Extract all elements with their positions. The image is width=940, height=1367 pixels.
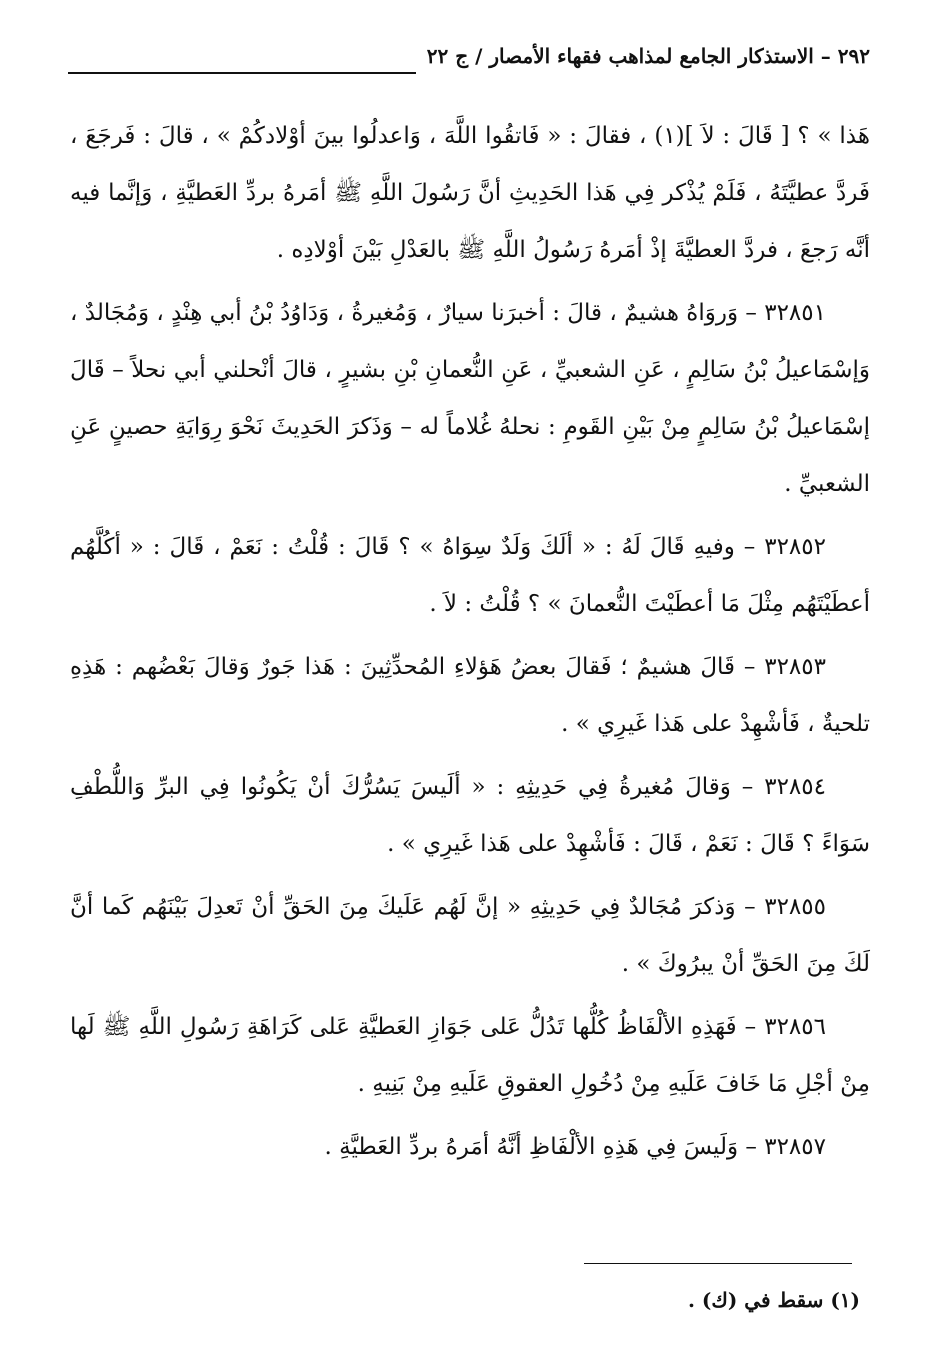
paragraph-continued: هَذا » ؟ [ قَالَ : لاَ ](١) ، فقالَ : « فَاتقُوا اللَّهَ ، وَاعدلُوا بينَ أوْلادكُمْ » ، قالَ : فَرجَعَ ، فَردَّ عطيَّتَهُ ، فَلَمْ يُذْكر فِي هَذا الحَدِيثِ أنَّ رَسُولَ اللَّهِ ﷺ أمَرهُ بردِّ العَطيَّةِ ، وَإنَّما فيه أنَّه رَجعَ ، فردَّ العطيَّةَ إذْ أمَرهُ رَسُولُ اللَّهِ ﷺ بالعَدْلِ بَيْنَ أوْلادِه .: [70, 123, 870, 263]
paragraph-32853: ٣٢٨٥٣ – قَالَ هشيمٌ ؛ فَقالَ بعضُ هَؤلاءِ المُحدِّثِينَ : هَذا جَورٌ وَقالَ بَعْضُهم : هَذِهِ تلحيةٌ ، فَأشْهِدْ على هَذا غَيرِي » .: [70, 654, 870, 737]
header-rule: [68, 72, 416, 74]
paragraph-32855: ٣٢٨٥٥ – وَذكرَ مُجَالدٌ فِي حَدِيثِهِ « إنَّ لَهُم عَلَيكَ مِنَ الحَقِّ أنْ تَعدِلَ بَيْنَهُم كَما أنَّ لَكَ مِنَ الحَقِّ أنْ يبرُوكَ » .: [70, 894, 870, 977]
main-text: [70, 108, 870, 1182]
footnote: (١) سقط في (ك) .: [688, 1288, 860, 1312]
paragraph-32851: ٣٢٨٥١ – وَروَاهُ هشيمٌ ، قالَ : أخبرَنا سيارٌ ، وَمُغيرةُ ، وَدَاوُدُ بْنُ أبي هِنْدٍ ، وَمُجَالدٌ ، وَإسْمَاعيلُ بْنُ سَالِمٍ ، عَنِ الشعبيِّ ، عَنِ النُّعمانِ بْنِ بشيرٍ ، قالَ أنْحلني أبي نحلاً – قَالَ إسْمَاعيلُ بْنُ سَالِمٍ مِنْ بَيْنِ القَومِ : نحلهُ غُلاماً له – وَذَكرَ الحَدِيثَ نَحْوَ رِوَايَةِ حصينٍ عَنِ الشعبيِّ .: [70, 300, 870, 497]
paragraph-32856: ٣٢٨٥٦ – فَهَذِهِ الألْفَاظُ كُلُّها تَدُلُّ عَلى جَوَازِ العَطيَّةِ عَلى كَرَاهَةِ رَسُولِ اللَّهِ ﷺ لَها مِنْ أجْلِ مَا خَافَ عَلَيهِ مِنْ دُخُولِ العقوقِ عَلَيهِ مِنْ بَنِيهِ .: [70, 1014, 870, 1097]
footnote-rule: [584, 1263, 852, 1264]
paragraph-32852: ٣٢٨٥٢ – وفيهِ قَالَ لَهُ : « ألَكَ وَلَدٌ سِوَاهُ » ؟ قَالَ : قُلْتُ : نَعَمْ ، قَالَ : « أكُلَّهُم أعطَيْتَهُم مِثْلَ مَا أعطَيْتَ النُّعمانَ » ؟ قُلْتُ : لاَ .: [70, 534, 870, 617]
paragraph-32854: ٣٢٨٥٤ – وَقالَ مُغيرةُ فِي حَدِيثِهِ : « ألَيسَ يَسُرُّكَ أنْ يَكُونُوا فِي البرِّ وَاللُّطْفِ سَوَاءً ؟ قَالَ : نَعَمْ ، قَالَ : فَأشْهِدْ على هَذا غَيرِي » .: [70, 774, 870, 857]
paragraph-32857: ٣٢٨٥٧ – وَلَيسَ فِي هَذِهِ الألْفَاظِ أنَّهُ أمَرهُ بردِّ العَطيَّةِ .: [324, 1134, 826, 1160]
running-header: ٢٩٢ – الاستذكار الجامع لمذاهب فقهاء الأمصار / ج ٢٢: [426, 44, 870, 68]
